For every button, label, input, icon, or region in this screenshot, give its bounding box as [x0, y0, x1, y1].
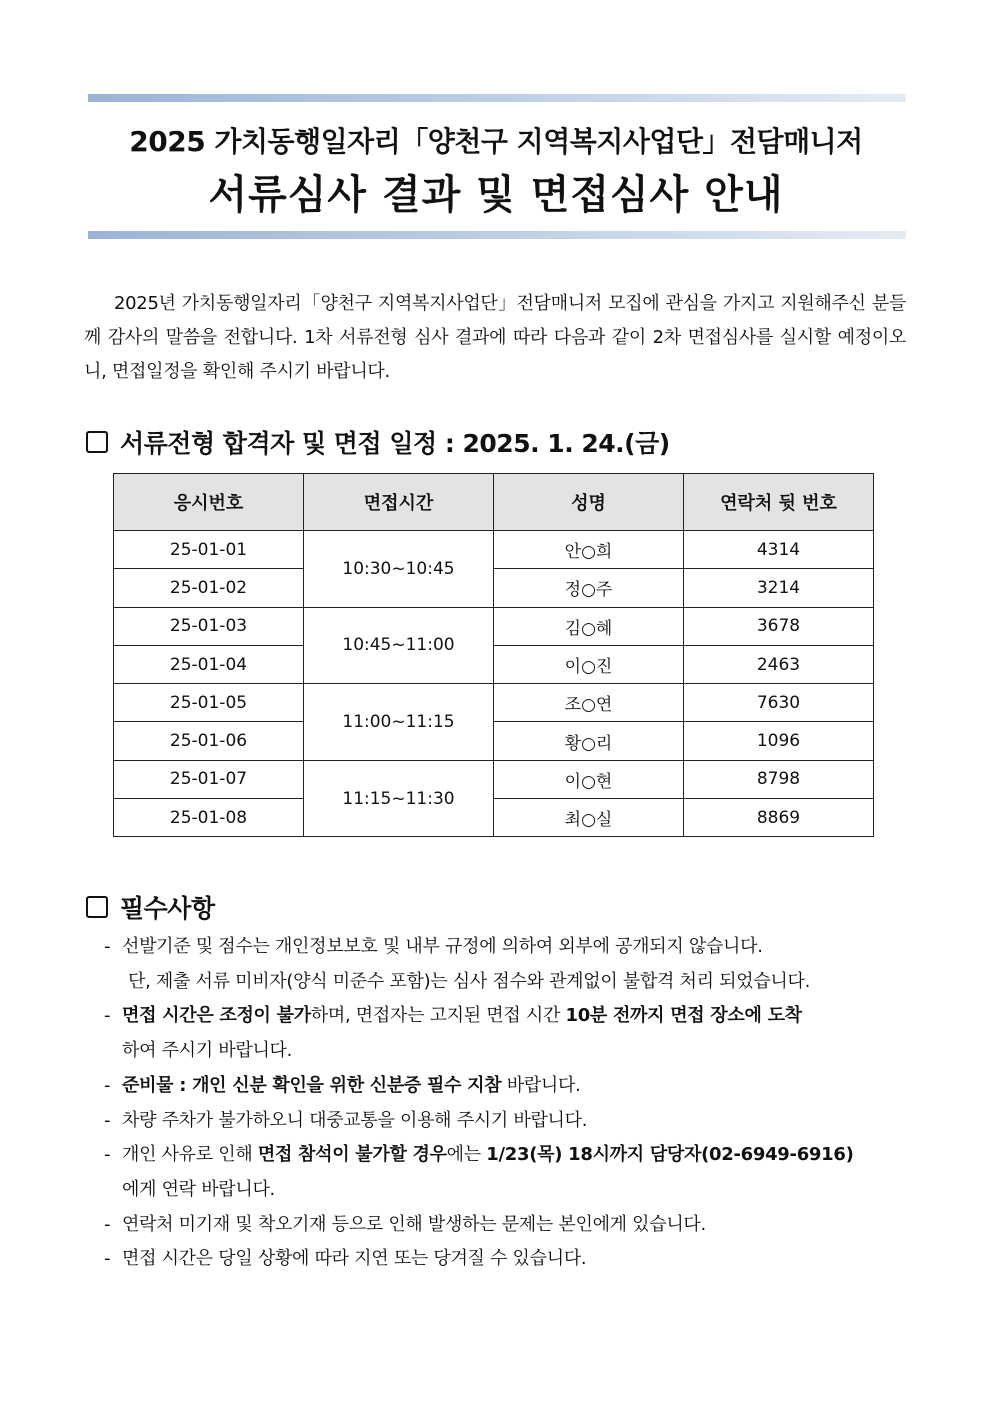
applicant-name: 김○혜 [494, 607, 684, 645]
list-item [104, 1208, 908, 1243]
list-item-continuation [104, 965, 908, 1000]
applicant-name: 이○현 [494, 760, 684, 798]
applicant-number: 25-01-03 [114, 607, 304, 645]
section-schedule-title: 서류전형 합격자 및 면접 일정 : 2025. 1. 24.(금) [120, 429, 670, 458]
list-item [104, 1242, 908, 1277]
phone-digits: 3214 [684, 569, 874, 607]
note-emphasis: 1/23(목) 18시까지 담당자(02-6949-6916) [486, 1144, 854, 1166]
section-requirements-title: 필수사항 [120, 894, 215, 923]
list-bullet: - [104, 1144, 111, 1166]
phone-digits: 8869 [684, 799, 874, 837]
note-emphasis: 면접 시간은 조정이 불가 [122, 1005, 311, 1027]
list-item-continuation [104, 1034, 908, 1069]
header-name: 성명 [494, 474, 684, 531]
table-row [114, 722, 874, 760]
document-subtitle: 2025 가치동행일자리「양천구 지역복지사업단」전담매니저 [129, 125, 863, 158]
note-text: 연락처 미기재 및 착오기재 등으로 인해 발생하는 문제는 본인에게 있습니다. [122, 1213, 706, 1235]
note-text: 선발기준 및 점수는 개인정보보호 및 내부 규정에 의하여 외부에 공개되지 않습니다. [122, 936, 763, 957]
note-plain: 개인 사유로 인해 [122, 1144, 258, 1166]
list-bullet: - [104, 1074, 111, 1096]
list-item [104, 1069, 908, 1104]
note-text: 에게 연락 바랍니다. [122, 1178, 275, 1200]
table-row [114, 607, 874, 645]
interview-schedule-table [113, 473, 874, 837]
phone-digits: 8798 [684, 760, 874, 798]
interview-time: 10:45~11:00 [304, 607, 494, 684]
note-text: 단, 제출 서류 미비자(양식 미준수 포함)는 심사 점수와 관계없이 불합격 처리 되었습니다. [128, 970, 811, 992]
note-emphasis: 준비물 : 개인 신분 확인을 위한 신분증 필수 지참 [122, 1074, 502, 1096]
header-top-bar [88, 94, 906, 102]
interview-time: 11:00~11:15 [304, 684, 494, 761]
checkbox-icon [86, 896, 108, 918]
interview-time: 11:15~11:30 [304, 760, 494, 837]
applicant-name: 조○연 [494, 684, 684, 722]
applicant-number: 25-01-07 [114, 760, 304, 798]
list-item [104, 1138, 908, 1173]
table-row [114, 645, 874, 683]
list-item [104, 930, 908, 965]
list-item [104, 1104, 908, 1139]
note-emphasis: 면접 참석이 불가할 경우 [257, 1144, 447, 1166]
applicant-name: 황○리 [494, 722, 684, 760]
table-row [114, 531, 874, 569]
list-bullet: - [104, 936, 111, 957]
applicant-name: 안○희 [494, 531, 684, 569]
header-bottom-bar [88, 231, 906, 239]
checkbox-icon [86, 431, 108, 453]
applicant-name: 이○진 [494, 645, 684, 683]
note-text [122, 1069, 908, 1104]
section-requirements-heading [86, 889, 215, 925]
section-schedule-heading [86, 424, 670, 460]
table-row [114, 569, 874, 607]
applicant-number: 25-01-05 [114, 684, 304, 722]
header-phone-last-digits: 연락처 뒷 번호 [684, 474, 874, 531]
note-text [122, 999, 908, 1034]
note-plain: 에는 [446, 1144, 487, 1166]
note-text: 하여 주시기 바랍니다. [122, 1040, 293, 1062]
phone-digits: 2463 [684, 645, 874, 683]
list-bullet: - [104, 1248, 111, 1270]
phone-digits: 7630 [684, 684, 874, 722]
table-row [114, 799, 874, 837]
table-row [114, 684, 874, 722]
applicant-number: 25-01-02 [114, 569, 304, 607]
applicant-name: 최○실 [494, 799, 684, 837]
applicant-number: 25-01-08 [114, 799, 304, 837]
list-bullet: - [104, 1005, 111, 1027]
note-text: 면접 시간은 당일 상황에 따라 지연 또는 당겨질 수 있습니다. [122, 1248, 587, 1270]
phone-digits: 1096 [684, 722, 874, 760]
list-item [104, 999, 908, 1034]
phone-digits: 4314 [684, 531, 874, 569]
applicant-number: 25-01-01 [114, 531, 304, 569]
interview-time: 10:30~10:45 [304, 531, 494, 608]
intro-paragraph: 2025년 가치동행일자리「양천구 지역복지사업단」전담매니저 모집에 관심을 가지고 지원해주신 분들께 감사의 말씀을 전합니다. 1차 서류전형 심사 결과에 따라 다음과 같이 2차 면접심사를 실시할 예정이오니, 면접일정을 확인해 주시기 바랍니다. [84, 293, 906, 382]
list-bullet: - [104, 1213, 111, 1235]
applicant-name: 정○주 [494, 569, 684, 607]
applicant-number: 25-01-06 [114, 722, 304, 760]
header-interview-time: 면접시간 [304, 474, 494, 531]
note-text [122, 1138, 908, 1173]
note-emphasis: 10분 전까지 면접 장소에 도착 [565, 1005, 802, 1027]
list-bullet: - [104, 1109, 111, 1131]
table-row [114, 760, 874, 798]
note-plain: 하며, 면접자는 고지된 면접 시간 [310, 1005, 566, 1027]
note-text: 차량 주차가 불가하오니 대중교통을 이용해 주시기 바랍니다. [122, 1109, 588, 1131]
note-plain: 바랍니다. [501, 1074, 581, 1096]
table-header-row [114, 474, 874, 531]
applicant-number: 25-01-04 [114, 645, 304, 683]
header-applicant-number: 응시번호 [114, 474, 304, 531]
list-item-continuation [104, 1173, 908, 1208]
requirements-list [104, 930, 908, 1277]
phone-digits: 3678 [684, 607, 874, 645]
document-title: 서류심사 결과 및 면접심사 안내 [208, 172, 784, 218]
